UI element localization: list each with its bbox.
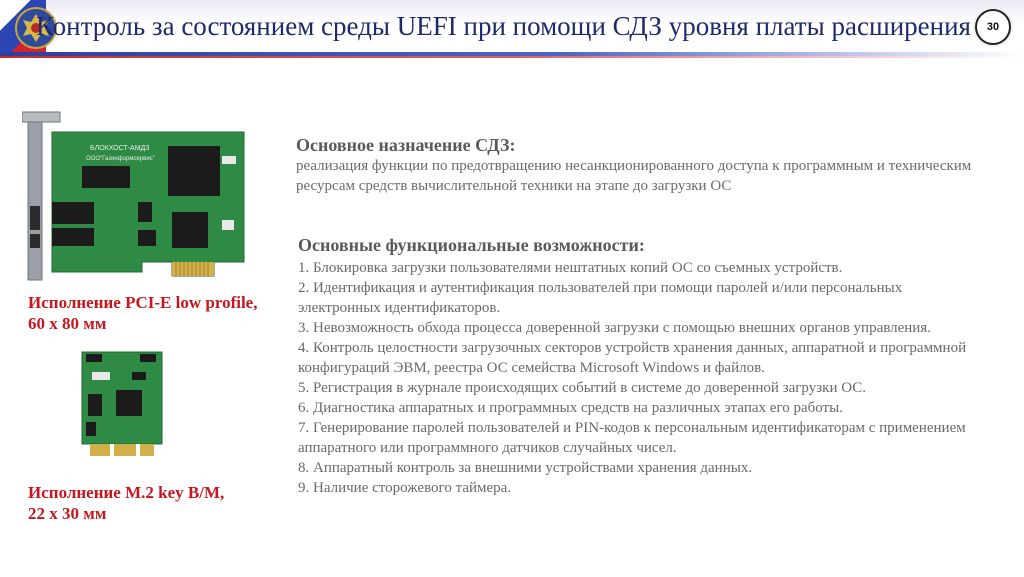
pcie-board-label-2: ООО"Газинформсервис"	[86, 156, 155, 162]
purpose-text: реализация функции по предотвращению несанкционированного доступа к программным и техническим ресурсам средств вычислительной техники на этапе до загрузки ОС	[296, 158, 972, 194]
feature-item: 1. Блокировка загрузки пользователями нештатных копий ОС со съемных устройств.	[298, 260, 843, 276]
page-title: Контроль за состоянием среды UEFI при помощи СДЗ уровня платы расширения	[36, 11, 971, 41]
m2-caption	[28, 482, 288, 524]
feature-item: 4. Контроль целостности загрузочных секторов устройств хранения данных, аппаратной и программной конфигураций ЭВМ, реестра ОС семейства Microsoft Windows и файлов.	[298, 340, 967, 376]
header-divider-red	[0, 56, 1024, 58]
pcie-caption	[28, 292, 288, 334]
feature-item: 9. Наличие сторожевого таймера.	[298, 480, 512, 496]
m2-caption-line1: Исполнение М.2 key B/M,	[28, 483, 225, 502]
feature-item: 3. Невозможность обхода процесса доверенной загрузки с помощью внешних органов управления.	[298, 320, 931, 336]
pcie-caption-line2: 60 х 80 мм	[28, 314, 107, 333]
feature-item: 6. Диагностика аппаратных и программных средств на различных этапах его работы.	[298, 400, 843, 416]
page-number-badge: 30	[975, 9, 1011, 45]
m2-board-image	[80, 350, 164, 458]
purpose-heading: Основное назначение СДЗ:	[296, 135, 516, 155]
pcie-board-image	[22, 106, 246, 288]
feature-item: 2. Идентификация и аутентификация пользователей при помощи паролей и/или персональных электронных идентификаторов.	[298, 280, 903, 316]
feature-item: 8. Аппаратный контроль за внешними устройствами хранения данных.	[298, 460, 753, 476]
feature-item: 5. Регистрация в журнале происходящих событий в системе до доверенной загрузки ОС.	[298, 380, 866, 396]
pcie-board-label-1: БЛОКХОСТ-АМДЗ	[90, 145, 150, 152]
pcie-caption-line1: Исполнение PCI-E low profile,	[28, 293, 258, 312]
feature-item: 7. Генерирование паролей пользователей и PIN-кодов к персональным идентификаторам с применением аппаратного или программного датчиков случайных чисел.	[298, 420, 966, 456]
features-list	[298, 258, 988, 498]
slide-header	[0, 0, 1024, 56]
m2-caption-line2: 22 х 30 мм	[28, 504, 107, 523]
features-heading: Основные функциональные возможности:	[298, 235, 645, 255]
